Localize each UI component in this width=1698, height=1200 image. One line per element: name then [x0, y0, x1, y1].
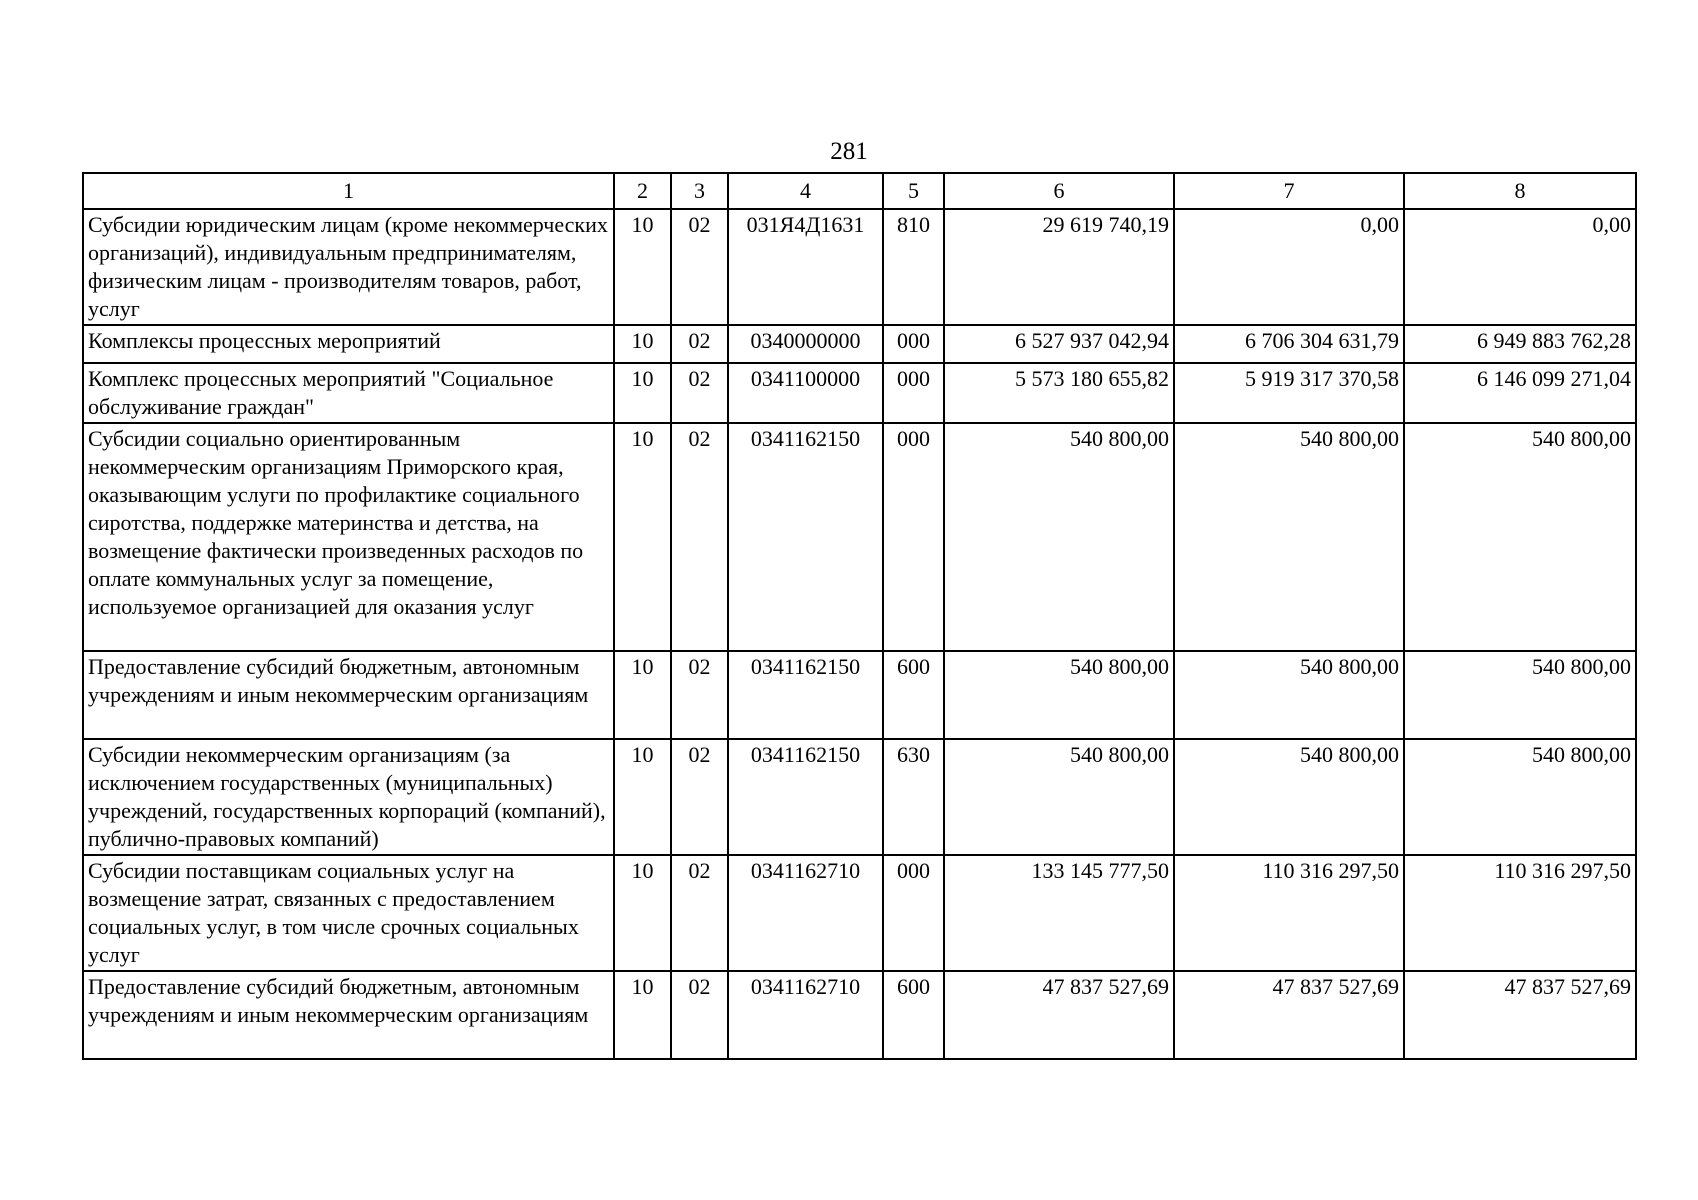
row-name-cell: Комплексы процессных мероприятий	[83, 325, 614, 363]
amount-col-8-cell: 6 949 883 762,28	[1404, 325, 1636, 363]
header-cell-col-6: 6	[944, 173, 1174, 209]
row-name-cell: Предоставление субсидий бюджетным, автономным учреждениям и иным некоммерческим организациям	[83, 651, 614, 739]
header-cell-col-5: 5	[883, 173, 944, 209]
target-article-cell: 0341162710	[728, 855, 883, 971]
table-row	[83, 423, 1636, 651]
target-article-cell: 0341162710	[728, 971, 883, 1059]
table-row	[83, 363, 1636, 423]
amount-col-8-cell: 540 800,00	[1404, 739, 1636, 855]
subsection-code-cell: 02	[671, 651, 728, 739]
subsection-code-cell: 02	[671, 363, 728, 423]
section-code-cell: 10	[614, 971, 671, 1059]
budget-table	[82, 172, 1637, 1060]
row-name-cell: Субсидии некоммерческим организациям (за исключением государственных (муниципальных) учреждений, государственных корпораций (компаний), публично-правовых компаний)	[83, 739, 614, 855]
table-row	[83, 325, 1636, 363]
subsection-code-cell: 02	[671, 739, 728, 855]
header-cell-col-3: 3	[671, 173, 728, 209]
table-row	[83, 209, 1636, 325]
header-cell-col-1: 1	[83, 173, 614, 209]
amount-col-7-cell: 540 800,00	[1174, 423, 1404, 651]
target-article-cell: 0341162150	[728, 651, 883, 739]
expense-type-cell: 000	[883, 855, 944, 971]
row-name-cell: Предоставление субсидий бюджетным, автономным учреждениям и иным некоммерческим организациям	[83, 971, 614, 1059]
amount-col-7-cell: 0,00	[1174, 209, 1404, 325]
expense-type-cell: 600	[883, 971, 944, 1059]
amount-col-7-cell: 540 800,00	[1174, 651, 1404, 739]
row-name-cell: Субсидии социально ориентированным некоммерческим организациям Приморского края, оказывающим услуги по профилактике социального сиротства, поддержке материнства и детства, на возмещение фактически произведенных расходов по оплате коммунальных услуг за помещение, используемое организацией для оказания услуг	[83, 423, 614, 651]
expense-type-cell: 810	[883, 209, 944, 325]
section-code-cell: 10	[614, 363, 671, 423]
subsection-code-cell: 02	[671, 325, 728, 363]
expense-type-cell: 000	[883, 363, 944, 423]
section-code-cell: 10	[614, 209, 671, 325]
amount-col-8-cell: 0,00	[1404, 209, 1636, 325]
amount-col-7-cell: 540 800,00	[1174, 739, 1404, 855]
section-code-cell: 10	[614, 855, 671, 971]
expense-type-cell: 630	[883, 739, 944, 855]
amount-col-6-cell: 29 619 740,19	[944, 209, 1174, 325]
target-article-cell: 031Я4Д1631	[728, 209, 883, 325]
page-number: 281	[830, 138, 868, 165]
amount-col-8-cell: 540 800,00	[1404, 423, 1636, 651]
amount-col-7-cell: 110 316 297,50	[1174, 855, 1404, 971]
amount-col-8-cell: 6 146 099 271,04	[1404, 363, 1636, 423]
target-article-cell: 0340000000	[728, 325, 883, 363]
section-code-cell: 10	[614, 423, 671, 651]
expense-type-cell: 000	[883, 325, 944, 363]
amount-col-8-cell: 110 316 297,50	[1404, 855, 1636, 971]
amount-col-6-cell: 5 573 180 655,82	[944, 363, 1174, 423]
subsection-code-cell: 02	[671, 209, 728, 325]
amount-col-6-cell: 47 837 527,69	[944, 971, 1174, 1059]
subsection-code-cell: 02	[671, 971, 728, 1059]
target-article-cell: 0341100000	[728, 363, 883, 423]
amount-col-6-cell: 540 800,00	[944, 739, 1174, 855]
amount-col-8-cell: 47 837 527,69	[1404, 971, 1636, 1059]
header-cell-col-7: 7	[1174, 173, 1404, 209]
amount-col-6-cell: 6 527 937 042,94	[944, 325, 1174, 363]
table-row	[83, 739, 1636, 855]
amount-col-6-cell: 540 800,00	[944, 651, 1174, 739]
table-header-row	[83, 173, 1636, 209]
header-cell-col-4: 4	[728, 173, 883, 209]
header-cell-col-8: 8	[1404, 173, 1636, 209]
target-article-cell: 0341162150	[728, 739, 883, 855]
expense-type-cell: 000	[883, 423, 944, 651]
amount-col-8-cell: 540 800,00	[1404, 651, 1636, 739]
amount-col-7-cell: 6 706 304 631,79	[1174, 325, 1404, 363]
table-row	[83, 651, 1636, 739]
table-row	[83, 971, 1636, 1059]
subsection-code-cell: 02	[671, 423, 728, 651]
table-row	[83, 855, 1636, 971]
row-name-cell: Субсидии юридическим лицам (кроме некоммерческих организаций), индивидуальным предпринимателям, физическим лицам - производителям товаров, работ, услуг	[83, 209, 614, 325]
row-name-cell: Субсидии поставщикам социальных услуг на возмещение затрат, связанных с предоставлением социальных услуг, в том числе срочных социальных услуг	[83, 855, 614, 971]
amount-col-6-cell: 133 145 777,50	[944, 855, 1174, 971]
amount-col-7-cell: 5 919 317 370,58	[1174, 363, 1404, 423]
section-code-cell: 10	[614, 739, 671, 855]
section-code-cell: 10	[614, 651, 671, 739]
subsection-code-cell: 02	[671, 855, 728, 971]
section-code-cell: 10	[614, 325, 671, 363]
header-cell-col-2: 2	[614, 173, 671, 209]
row-name-cell: Комплекс процессных мероприятий "Социальное обслуживание граждан"	[83, 363, 614, 423]
amount-col-6-cell: 540 800,00	[944, 423, 1174, 651]
amount-col-7-cell: 47 837 527,69	[1174, 971, 1404, 1059]
target-article-cell: 0341162150	[728, 423, 883, 651]
expense-type-cell: 600	[883, 651, 944, 739]
